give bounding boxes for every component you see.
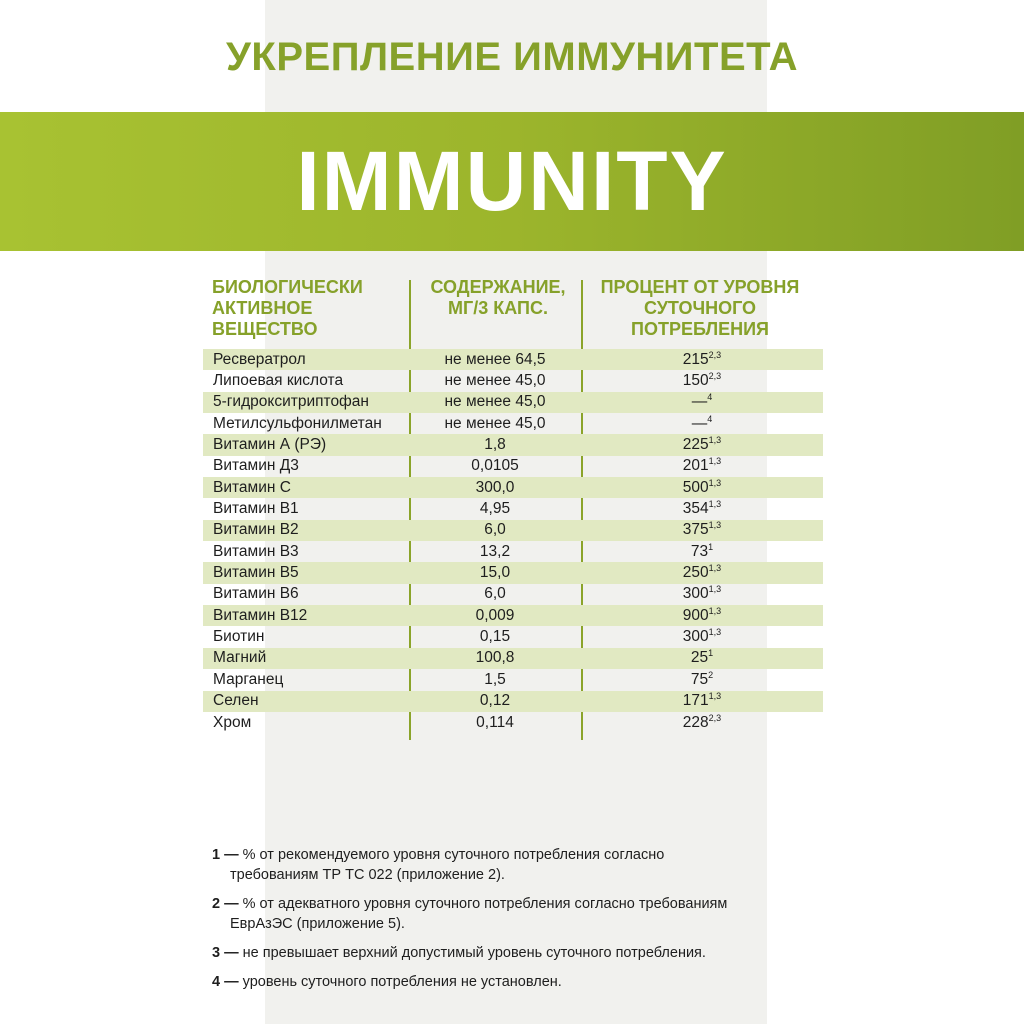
substance-name: Витамин В12	[213, 606, 308, 624]
footnote-text-continued: требованиям ТР ТС 022 (приложение 2).	[230, 867, 505, 883]
footnote-ref: 2	[708, 669, 714, 680]
percent-cell	[581, 500, 823, 518]
content-value: 13,2	[479, 542, 511, 560]
footnote	[212, 943, 832, 963]
percent-value: 171	[682, 692, 709, 710]
content-value: 0,15	[479, 628, 511, 646]
table-row	[203, 498, 823, 519]
footnote-ref: 1,3	[708, 435, 722, 446]
content-value: 6,0	[484, 585, 506, 603]
content-value: 0,009	[475, 606, 515, 624]
percent-value: 215	[682, 350, 709, 368]
percent-value: 500	[682, 478, 709, 496]
table-row	[203, 605, 823, 626]
substance-name: Витамин А (РЭ)	[213, 436, 327, 454]
column-header-percent: ПРОЦЕНТ ОТ УРОВНЯ СУТОЧНОГО ПОТРЕБЛЕНИЯ	[600, 277, 800, 339]
percent-value: 75	[690, 670, 709, 688]
percent-value: 375	[682, 521, 709, 539]
content-value: 0,12	[479, 692, 511, 710]
substance-name: Витамин С	[213, 478, 291, 496]
footnote-ref: 1,3	[708, 627, 722, 638]
column-header-substance: БИОЛОГИЧЕСКИ АКТИВНОЕ ВЕЩЕСТВО	[212, 277, 363, 339]
footnote-text: уровень суточного потребления не установлен.	[242, 974, 562, 990]
substance-name: Марганец	[213, 670, 284, 688]
footnote-ref: 2,3	[708, 371, 722, 382]
percent-cell	[581, 457, 823, 475]
footnote-ref: 4	[707, 413, 713, 424]
substance-name: Витамин Д3	[213, 457, 299, 475]
content-value: не менее 45,0	[444, 393, 546, 411]
substance-name: 5-гидрокситриптофан	[213, 393, 369, 411]
footnote-ref: 1,3	[708, 499, 722, 510]
content-value: не менее 45,0	[444, 372, 546, 390]
percent-value: —	[691, 393, 708, 411]
substance-name: Биотин	[213, 628, 265, 646]
substance-name: Витамин В2	[213, 521, 299, 539]
footnote-ref: 2,3	[708, 349, 722, 360]
footnote-text: не превышает верхний допустимый уровень суточного потребления.	[242, 945, 706, 961]
substance-name: Витамин В6	[213, 585, 299, 603]
footnote-ref: 1,3	[708, 456, 722, 467]
table-row	[203, 434, 823, 455]
table-row	[203, 541, 823, 562]
footnote-ref: 1,3	[708, 563, 722, 574]
percent-value: 354	[682, 500, 709, 518]
substance-name: Липоевая кислота	[213, 372, 344, 390]
footnote-text: % от адекватного уровня суточного потребления согласно требованиям	[242, 896, 728, 912]
substance-name: Витамин В1	[213, 500, 299, 518]
page-title: УКРЕПЛЕНИЕ ИММУНИТЕТА	[226, 35, 798, 79]
percent-value: 250	[682, 564, 709, 582]
table-row	[203, 370, 823, 391]
footnote-number: 4 —	[212, 974, 239, 990]
substance-name: Хром	[213, 713, 252, 731]
footnote-ref: 1,3	[708, 691, 722, 702]
substance-name: Метилсульфонилметан	[213, 414, 382, 432]
percent-cell	[581, 564, 823, 582]
footnote-ref: 1	[708, 541, 714, 552]
percent-cell	[581, 692, 823, 710]
footnote-ref: 1,3	[708, 584, 722, 595]
percent-value: 228	[682, 713, 709, 731]
table-row	[203, 584, 823, 605]
content-value: не менее 45,0	[444, 414, 546, 432]
footnote-text-continued: ЕврАзЭС (приложение 5).	[230, 916, 405, 932]
table-row	[203, 648, 823, 669]
percent-cell	[581, 714, 823, 732]
substance-name: Ресвератрол	[213, 350, 306, 368]
column-header-content: СОДЕРЖАНИЕ, МГ/3 КАПС.	[430, 277, 566, 318]
footnote-number: 2 —	[212, 896, 239, 912]
percent-cell	[581, 521, 823, 539]
percent-value: 300	[682, 628, 709, 646]
content-value: не менее 64,5	[444, 350, 546, 368]
footnote-ref: 1,3	[708, 520, 722, 531]
content-value: 0,114	[476, 713, 514, 731]
footnote-text: % от рекомендуемого уровня суточного потребления согласно	[242, 847, 665, 863]
footnote-ref: 4	[707, 392, 713, 403]
content-value: 1,8	[484, 436, 506, 454]
content-value: 15,0	[479, 564, 511, 582]
table-row	[203, 520, 823, 541]
table-row	[203, 712, 823, 733]
footnote-number: 1 —	[212, 847, 239, 863]
percent-value: —	[691, 414, 708, 432]
content-value: 300,0	[475, 478, 515, 496]
percent-cell	[581, 543, 823, 561]
table-row	[203, 691, 823, 712]
percent-cell	[581, 607, 823, 625]
percent-cell	[581, 649, 823, 667]
footnote-ref: 1,3	[708, 477, 722, 488]
product-name: IMMUNITY	[296, 134, 728, 228]
substance-name: Магний	[213, 649, 267, 667]
footnote-number: 3 —	[212, 945, 239, 961]
footnote	[212, 972, 832, 992]
percent-cell	[581, 479, 823, 497]
substance-name: Витамин В3	[213, 542, 299, 560]
percent-cell	[581, 585, 823, 603]
table-row	[203, 456, 823, 477]
percent-cell	[581, 372, 823, 390]
percent-cell	[581, 628, 823, 646]
percent-cell	[581, 351, 823, 369]
content-value: 1,5	[484, 670, 506, 688]
table-row	[203, 392, 823, 413]
percent-value: 201	[682, 457, 709, 475]
substance-name: Селен	[213, 692, 259, 710]
product-banner	[0, 112, 1024, 251]
table-row	[203, 562, 823, 583]
footnote	[212, 894, 832, 934]
nutrient-table	[203, 349, 823, 733]
table-row	[203, 669, 823, 690]
content-value: 100,8	[475, 649, 515, 667]
percent-value: 150	[682, 372, 709, 390]
table-row	[203, 477, 823, 498]
table-row	[203, 626, 823, 647]
percent-cell	[581, 393, 823, 411]
content-value: 4,95	[479, 500, 511, 518]
substance-name: Витамин В5	[213, 564, 299, 582]
footnotes	[212, 845, 832, 1001]
footnote-ref: 1	[708, 648, 714, 659]
footnote	[212, 845, 832, 885]
percent-value: 73	[690, 542, 709, 560]
percent-value: 225	[682, 436, 709, 454]
footnote-ref: 1,3	[708, 605, 722, 616]
percent-value: 900	[682, 606, 709, 624]
table-row	[203, 413, 823, 434]
percent-cell	[581, 671, 823, 689]
footnote-ref: 2,3	[708, 712, 722, 723]
percent-value: 300	[682, 585, 709, 603]
percent-value: 25	[690, 649, 709, 667]
table-row	[203, 349, 823, 370]
content-value: 0,0105	[471, 457, 519, 475]
percent-cell	[581, 436, 823, 454]
content-value: 6,0	[484, 521, 506, 539]
percent-cell	[581, 415, 823, 433]
